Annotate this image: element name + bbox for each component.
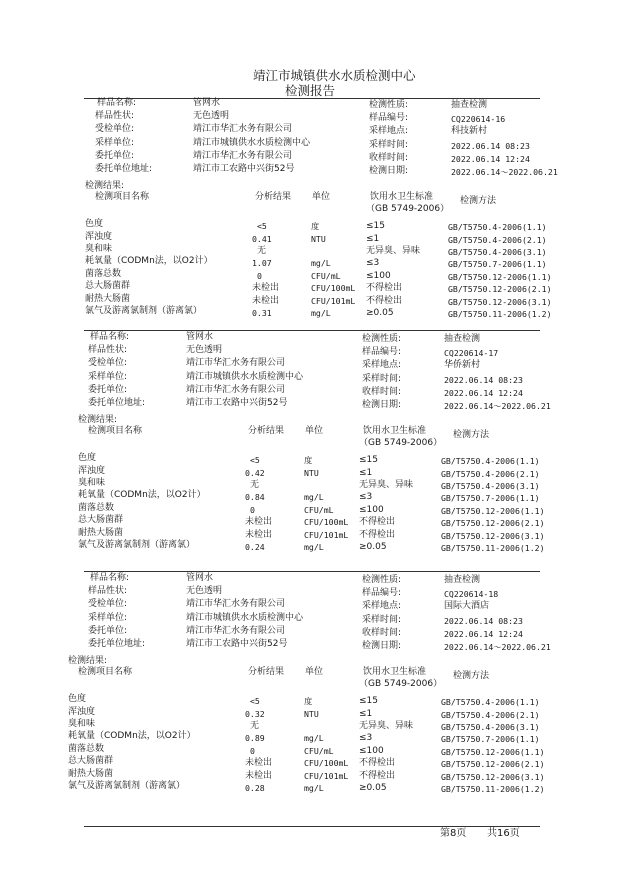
- row-method: GB/T5750.4-2006(2.1): [441, 709, 540, 720]
- block-separator: [84, 571, 540, 572]
- row-method: GB/T5750.4-2006(1.1): [441, 456, 540, 467]
- row-value: 0: [250, 745, 255, 756]
- row-item-name: 菌落总数: [68, 743, 105, 754]
- row-unit: mg/L: [304, 542, 324, 552]
- row-value: 无: [250, 721, 260, 731]
- row-value: 未检出: [245, 529, 273, 540]
- row-value: <5: [257, 221, 267, 232]
- label-entrust: 委托单位:: [88, 625, 128, 636]
- row-std: ≤1: [366, 233, 380, 244]
- label-entrust-addr: 委托单位地址:: [88, 639, 146, 649]
- row-method: GB/T5750.11-2006(1.2): [448, 309, 552, 319]
- value-client: 靖江市华汇水务有限公司: [186, 358, 286, 369]
- label-site: 采样地点:: [369, 126, 409, 137]
- row-value: 0.84: [245, 492, 265, 503]
- value-entrust-addr: 靖江市工农路中兴街52号: [186, 398, 288, 408]
- value-test-nature: 抽查检测: [451, 100, 488, 110]
- col-std-header: 饮用水卫生标准: [363, 426, 427, 437]
- col-std-code: （GB 5749-2006）: [359, 438, 443, 449]
- value-sample-state: 无色透明: [186, 345, 223, 356]
- row-method: GB/T5750.12-2006(2.1): [448, 284, 552, 295]
- value-entrust: 靖江市华汇水务有限公司: [186, 625, 286, 636]
- value-site: 科技新村: [451, 126, 488, 137]
- row-method: GB/T5750.12-2006(3.1): [448, 296, 552, 307]
- row-item-name: 耐热大肠菌: [78, 527, 124, 538]
- col-item-header: 检测项目名称: [95, 192, 150, 203]
- row-std: ≥0.05: [359, 542, 387, 552]
- row-method: GB/T5750.11-2006(1.2): [441, 784, 545, 794]
- row-std: ≤1: [359, 708, 373, 719]
- label-sampler: 采样单位:: [88, 371, 128, 382]
- row-method: GB/T5750.7-2006(1.1): [441, 734, 540, 745]
- row-unit: CFU/101mL: [304, 529, 349, 540]
- value-test-nature: 抽查检测: [444, 334, 481, 344]
- row-value: 未检出: [252, 295, 280, 306]
- row-std: ≥0.05: [359, 783, 387, 793]
- value-entrust-addr: 靖江市工农路中兴街52号: [186, 639, 288, 649]
- results-label: 检测结果:: [78, 415, 118, 426]
- label-sample-name: 样品名称:: [90, 332, 130, 342]
- label-site: 采样地点:: [362, 360, 402, 371]
- row-item-name: 臭和味: [78, 478, 106, 488]
- value-test-date: 2022.06.14～2022.06.21: [451, 167, 558, 177]
- row-item-name: 氯气及游离氯制剂（游离氯）: [68, 781, 186, 791]
- row-std: ≤3: [359, 492, 373, 503]
- col-unit-header: 单位: [305, 667, 324, 678]
- col-method-header: 检测方法: [453, 430, 490, 441]
- label-test-nature: 检测性质:: [362, 575, 402, 585]
- row-unit: CFU/101mL: [311, 295, 356, 306]
- header-rule: [84, 98, 540, 99]
- label-test-date: 检测日期:: [369, 166, 409, 176]
- value-test-nature: 抽查检测: [444, 575, 481, 585]
- row-method: GB/T5750.12-2006(1.1): [448, 271, 552, 282]
- value-sampler: 靖江市城镇供水水质检测中心: [193, 137, 311, 148]
- row-method: GB/T5750.4-2006(1.1): [448, 222, 547, 233]
- row-item-name: 总大肠菌群: [78, 515, 124, 526]
- row-item-name: 氯气及游离氯制剂（游离氯）: [85, 306, 203, 316]
- row-unit: CFU/100mL: [311, 283, 356, 294]
- col-unit-header: 单位: [305, 426, 324, 437]
- row-std: ≤100: [359, 504, 384, 515]
- row-method: GB/T5750.12-2006(1.1): [441, 505, 545, 516]
- page-number: 第8页: [440, 828, 467, 839]
- row-item-name: 浑浊度: [68, 706, 96, 717]
- value-sample-state: 无色透明: [186, 586, 223, 597]
- col-std-code: （GB 5749-2006）: [359, 679, 443, 690]
- row-value: 0.41: [252, 233, 272, 244]
- value-client: 靖江市华汇水务有限公司: [186, 599, 286, 610]
- col-unit-header: 单位: [312, 192, 331, 203]
- value-sample-no: CQ220614-18: [444, 589, 499, 600]
- label-sample-name: 样品名称:: [97, 98, 137, 108]
- row-unit: mg/L: [304, 492, 324, 503]
- label-client: 受检单位:: [88, 358, 128, 369]
- row-method: GB/T5750.12-2006(3.1): [441, 771, 545, 782]
- value-sample-time: 2022.06.14 08:23: [444, 374, 523, 385]
- row-unit: mg/L: [311, 258, 331, 269]
- row-unit: CFU/101mL: [304, 770, 349, 781]
- col-method-header: 检测方法: [453, 671, 490, 682]
- row-method: GB/T5750.12-2006(2.1): [441, 759, 545, 770]
- row-std: 无异臭、异味: [359, 721, 414, 731]
- row-unit: CFU/100mL: [304, 517, 349, 528]
- col-item-header: 检测项目名称: [88, 426, 143, 437]
- row-unit: CFU/mL: [304, 504, 334, 515]
- col-item-header: 检测项目名称: [78, 667, 133, 678]
- row-method: GB/T5750.4-2006(3.1): [448, 247, 547, 257]
- row-unit: 度: [311, 221, 320, 232]
- row-value: 未检出: [245, 770, 273, 781]
- value-site: 华侨新村: [444, 360, 481, 371]
- label-sample-time: 采样时间:: [362, 614, 402, 625]
- col-std-code: （GB 5749-2006）: [366, 204, 450, 215]
- value-sample-no: CQ220614-16: [451, 114, 506, 125]
- row-unit: mg/L: [304, 783, 324, 793]
- row-std: ≤1: [359, 467, 373, 478]
- value-sample-name: 管网水: [186, 332, 214, 342]
- col-method-header: 检测方法: [460, 196, 497, 207]
- row-item-name: 总大肠菌群: [68, 756, 114, 767]
- label-sample-time: 采样时间:: [362, 373, 402, 384]
- label-test-date: 检测日期:: [362, 400, 402, 410]
- row-method: GB/T5750.7-2006(1.1): [441, 493, 540, 504]
- row-std: ≤15: [359, 696, 378, 707]
- label-entrust: 委托单位:: [95, 150, 135, 161]
- row-method: GB/T5750.7-2006(1.1): [448, 259, 547, 270]
- value-receive-time: 2022.06.14 12:24: [444, 387, 523, 398]
- label-sample-no: 样品编号:: [369, 113, 409, 124]
- row-item-name: 浑浊度: [78, 465, 106, 476]
- footer-rule: [84, 826, 540, 827]
- value-sampler: 靖江市城镇供水水质检测中心: [186, 612, 304, 623]
- label-sample-no: 样品编号:: [362, 347, 402, 358]
- label-sample-state: 样品性状:: [88, 586, 128, 597]
- row-unit: CFU/100mL: [304, 758, 349, 769]
- row-unit: NTU: [304, 708, 319, 719]
- value-sample-no: CQ220614-17: [444, 348, 499, 359]
- value-test-date: 2022.06.14～2022.06.21: [444, 401, 551, 411]
- row-method: GB/T5750.4-2006(3.1): [441, 722, 540, 732]
- col-std-header: 饮用水卫生标准: [370, 192, 434, 203]
- label-sample-no: 样品编号:: [362, 588, 402, 599]
- row-std: 不得检出: [359, 770, 396, 781]
- col-analysis-header: 分析结果: [255, 192, 292, 203]
- row-method: GB/T5750.12-2006(1.1): [441, 746, 545, 757]
- row-value: <5: [250, 696, 260, 707]
- org-title: 靖江市城镇供水水质检测中心: [253, 68, 416, 83]
- row-item-name: 菌落总数: [78, 502, 115, 513]
- row-item-name: 耐热大肠菌: [85, 293, 131, 304]
- row-std: ≤100: [366, 270, 391, 281]
- row-value: 0.42: [245, 467, 265, 478]
- row-value: 无: [250, 480, 260, 490]
- label-client: 受检单位:: [95, 124, 135, 135]
- row-value: 未检出: [245, 517, 273, 528]
- row-std: 不得检出: [359, 517, 396, 528]
- label-test-nature: 检测性质:: [369, 100, 409, 110]
- row-std: 无异臭、异味: [359, 480, 414, 490]
- label-test-nature: 检测性质:: [362, 334, 402, 344]
- row-value: <5: [250, 455, 260, 466]
- row-item-name: 浑浊度: [85, 231, 113, 242]
- label-sample-name: 样品名称:: [90, 573, 130, 583]
- results-label: 检测结果:: [85, 181, 125, 192]
- row-value: 0: [250, 504, 255, 515]
- row-std: ≤15: [359, 455, 378, 466]
- row-value: 0.32: [245, 708, 265, 719]
- row-item-name: 色度: [78, 453, 97, 464]
- value-receive-time: 2022.06.14 12:24: [444, 628, 523, 639]
- row-unit: NTU: [304, 467, 319, 478]
- value-entrust-addr: 靖江市工农路中兴街52号: [193, 164, 295, 174]
- label-sample-time: 采样时间:: [369, 139, 409, 150]
- row-std: ≤3: [359, 733, 373, 744]
- row-item-name: 臭和味: [85, 244, 113, 254]
- row-unit: mg/L: [304, 733, 324, 744]
- label-sampler: 采样单位:: [88, 612, 128, 623]
- row-method: GB/T5750.4-2006(2.1): [448, 234, 547, 245]
- label-site: 采样地点:: [362, 601, 402, 612]
- row-method: GB/T5750.4-2006(1.1): [441, 697, 540, 708]
- row-unit: 度: [304, 455, 313, 466]
- label-receive-time: 收样时间:: [369, 152, 409, 163]
- label-sample-state: 样品性状:: [88, 345, 128, 356]
- value-receive-time: 2022.06.14 12:24: [451, 153, 530, 164]
- col-std-header: 饮用水卫生标准: [363, 667, 427, 678]
- results-label: 检测结果:: [68, 656, 108, 667]
- row-value: 未检出: [252, 283, 280, 294]
- label-sampler: 采样单位:: [95, 137, 135, 148]
- label-entrust-addr: 委托单位地址:: [95, 164, 153, 174]
- row-std: 无异臭、异味: [366, 246, 421, 256]
- row-unit: 度: [304, 696, 313, 707]
- row-std: 不得检出: [359, 529, 396, 540]
- row-item-name: 耗氧量（CODMn法，以O2计）: [78, 490, 206, 501]
- row-value: 无: [257, 246, 267, 256]
- row-method: GB/T5750.11-2006(1.2): [441, 543, 545, 553]
- row-unit: CFU/mL: [304, 745, 334, 756]
- col-analysis-header: 分析结果: [248, 667, 285, 678]
- value-sample-time: 2022.06.14 08:23: [444, 615, 523, 626]
- row-std: ≥0.05: [366, 308, 394, 318]
- doc-title: 检测报告: [285, 83, 336, 98]
- label-entrust: 委托单位:: [88, 384, 128, 395]
- row-value: 0.31: [252, 308, 272, 318]
- row-value: 0: [257, 270, 262, 281]
- value-test-date: 2022.06.14～2022.06.21: [444, 642, 551, 652]
- row-method: GB/T5750.4-2006(2.1): [441, 468, 540, 479]
- row-item-name: 色度: [68, 694, 87, 705]
- label-entrust-addr: 委托单位地址:: [88, 398, 146, 408]
- row-std: ≤100: [359, 745, 384, 756]
- row-value: 0.28: [245, 783, 265, 793]
- value-entrust: 靖江市华汇水务有限公司: [186, 384, 286, 395]
- row-std: 不得检出: [366, 295, 403, 306]
- row-method: GB/T5750.12-2006(2.1): [441, 518, 545, 529]
- value-sample-time: 2022.06.14 08:23: [451, 140, 530, 151]
- row-method: GB/T5750.4-2006(3.1): [441, 481, 540, 491]
- row-item-name: 氯气及游离氯制剂（游离氯）: [78, 540, 196, 550]
- value-client: 靖江市华汇水务有限公司: [193, 124, 293, 135]
- row-item-name: 耐热大肠菌: [68, 768, 114, 779]
- row-value: 0.89: [245, 733, 265, 744]
- row-unit: CFU/mL: [311, 270, 341, 281]
- row-std: 不得检出: [359, 758, 396, 769]
- row-item-name: 菌落总数: [85, 268, 122, 279]
- page-total: 共16页: [487, 828, 520, 839]
- row-unit: NTU: [311, 233, 326, 244]
- row-unit: mg/L: [311, 308, 331, 318]
- row-std: 不得检出: [366, 283, 403, 294]
- value-site: 国际大酒店: [444, 601, 490, 612]
- label-sample-state: 样品性状:: [95, 111, 135, 122]
- value-sample-state: 无色透明: [193, 111, 230, 122]
- row-item-name: 色度: [85, 219, 104, 230]
- row-value: 未检出: [245, 758, 273, 769]
- value-sample-name: 管网水: [186, 573, 214, 583]
- row-item-name: 总大肠菌群: [85, 281, 131, 292]
- block-separator: [84, 330, 540, 331]
- row-item-name: 臭和味: [68, 719, 96, 729]
- row-std: ≤3: [366, 258, 380, 269]
- label-test-date: 检测日期:: [362, 641, 402, 651]
- row-item-name: 耗氧量（CODMn法，以O2计）: [68, 731, 196, 742]
- row-item-name: 耗氧量（CODMn法，以O2计）: [85, 256, 213, 267]
- label-client: 受检单位:: [88, 599, 128, 610]
- row-std: ≤15: [366, 221, 385, 232]
- value-entrust: 靖江市华汇水务有限公司: [193, 150, 293, 161]
- row-value: 1.07: [252, 258, 272, 269]
- col-analysis-header: 分析结果: [248, 426, 285, 437]
- row-value: 0.24: [245, 542, 265, 552]
- label-receive-time: 收样时间:: [362, 627, 402, 638]
- label-receive-time: 收样时间:: [362, 386, 402, 397]
- value-sampler: 靖江市城镇供水水质检测中心: [186, 371, 304, 382]
- row-method: GB/T5750.12-2006(3.1): [441, 530, 545, 541]
- value-sample-name: 管网水: [193, 98, 221, 108]
